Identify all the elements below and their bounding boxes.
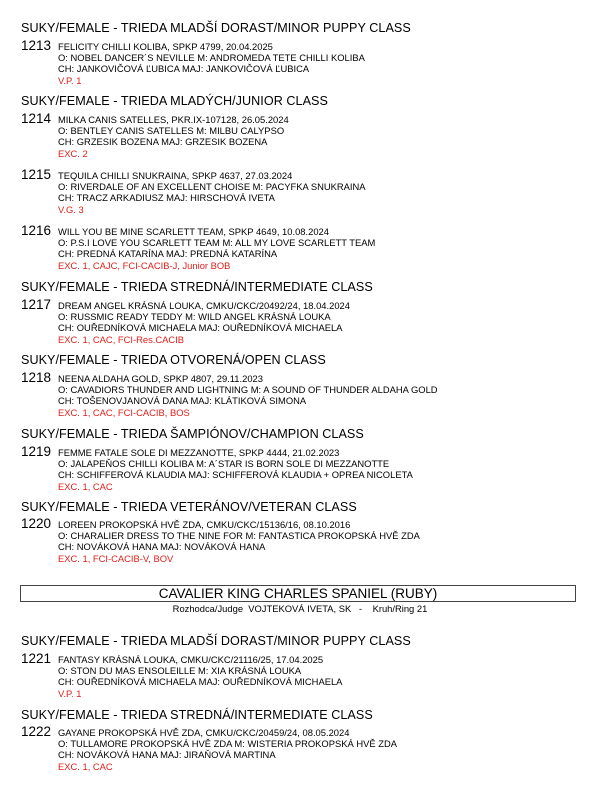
entry-parents: O: P.S.I LOVE YOU SCARLETT TEAM M: ALL MY LOVE SCARLETT TEAM — [58, 237, 376, 248]
entry-dog-info: NEENA ALDAHA GOLD, SPKP 4807, 29.11.2023 — [58, 373, 263, 384]
entry-breeder-owner: CH: TRACZ ARKADIUSZ MAJ: HIRSCHOVÁ IVETA — [58, 192, 275, 203]
entry-parents: O: TULLAMORE PROKOPSKÁ HVĚ ZDA M: WISTERIA PROKOPSKÁ HVĚ ZDA — [58, 738, 397, 749]
entry-breeder-owner: CH: NOVÁKOVÁ HANA MAJ: JIRAŇOVÁ MARTINA — [58, 749, 276, 760]
entry-number: 1220 — [21, 516, 52, 531]
entry-parents: O: CHARALIER DRESS TO THE NINE FOR M: FANTASTICA PROKOPSKÁ HVĚ ZDA — [58, 530, 420, 541]
entry-breeder-owner: CH: PREDNÁ KATARÍNA MAJ: PREDNÁ KATARÍNA — [58, 248, 278, 259]
entry-result: EXC. 1, FCI-CACIB-V, BOV — [58, 553, 174, 564]
entry-breeder-owner: CH: OUŘEDNÍKOVÁ MICHAELA MAJ: OUŘEDNÍKOVÁ MICHAELA — [58, 322, 343, 333]
entry-number: 1215 — [21, 167, 52, 182]
entry-parents: O: JALAPEŇOS CHILLI KOLIBA M: A´STAR IS BORN SOLE DI MEZZANOTTE — [58, 458, 390, 469]
entry-dog-info: FANTASY KRÁSNÁ LOUKA, CMKU/CKC/21116/25, 17.04.2025 — [58, 654, 324, 665]
entry-number: 1218 — [21, 370, 52, 385]
class-header-intermediate: SUKY/FEMALE - TRIEDA STREDNÁ/INTERMEDIATE CLASS — [21, 708, 373, 722]
entry-number: 1222 — [21, 724, 52, 739]
entry-dog-info: FELICITY CHILLI KOLIBA, SPKP 4799, 20.04.2025 — [58, 41, 273, 52]
entry-parents: O: STON DU MAS ENSOLEILLE M: XIA KRÁSNÁ LOUKA — [58, 665, 302, 676]
entry-result: EXC. 1, CAC — [58, 481, 113, 492]
entry-parents: O: NOBEL DANCER´S NEVILLE M: ANDROMEDA TETE CHILLI KOLIBA — [58, 52, 365, 63]
entry-dog-info: WILL YOU BE MINE SCARLETT TEAM, SPKP 4649, 10.08.2024 — [58, 226, 329, 237]
entry-breeder-owner: CH: JANKOVIČOVÁ ĽUBICA MAJ: JANKOVIČOVÁ ĽUBICA — [58, 63, 310, 74]
class-header-champion: SUKY/FEMALE - TRIEDA ŠAMPIÓNOV/CHAMPION CLASS — [21, 427, 364, 441]
entry-breeder-owner: CH: SCHIFFEROVÁ KLAUDIA MAJ: SCHIFFEROVÁ KLAUDIA + OPREA NICOLETA — [58, 469, 413, 480]
entry-result: EXC. 1, CAC, FCI-CACIB, BOS — [58, 407, 190, 418]
entry-dog-info: DREAM ANGEL KRÁSNÁ LOUKA, CMKU/CKC/20492/24, 18.04.2024 — [58, 300, 350, 311]
entry-dog-info: FEMME FATALE SOLE DI MEZZANOTTE, SPKP 4444, 21.02.2023 — [58, 447, 340, 458]
entry-parents: O: RIVERDALE OF AN EXCELLENT CHOISE M: PACYFKA SNUKRAINA — [58, 181, 366, 192]
entry-parents: O: BENTLEY CANIS SATELLES M: MILBU CALYPSO — [58, 125, 285, 136]
breed-title: CAVALIER KING CHARLES SPANIEL (RUBY) — [20, 585, 576, 602]
entry-result: EXC. 2 — [58, 148, 88, 159]
entry-number: 1217 — [21, 297, 52, 312]
entry-number: 1219 — [21, 444, 52, 459]
entry-number: 1213 — [21, 38, 52, 53]
entry-dog-info: MILKA CANIS SATELLES, PKR.IX-107128, 26.05.2024 — [58, 114, 289, 125]
entry-breeder-owner: CH: OUŘEDNÍKOVÁ MICHAELA MAJ: OUŘEDNÍKOVÁ MICHAELA — [58, 676, 343, 687]
entry-parents: O: RUSSMIC READY TEDDY M: WILD ANGEL KRÁSNÁ LOUKA — [58, 311, 331, 322]
entry-result: EXC. 1, CAC — [58, 761, 113, 772]
entry-result: V.G. 3 — [58, 204, 84, 215]
entry-number: 1221 — [21, 651, 52, 666]
class-header-intermediate: SUKY/FEMALE - TRIEDA STREDNÁ/INTERMEDIATE CLASS — [21, 280, 373, 294]
entry-breeder-owner: CH: TOŠENOVJANOVÁ DANA MAJ: KLÁTIKOVÁ SIMONA — [58, 395, 307, 406]
entry-result: V.P. 1 — [58, 75, 82, 86]
class-header-veteran: SUKY/FEMALE - TRIEDA VETERÁNOV/VETERAN CLASS — [21, 500, 357, 514]
entry-parents: O: CAVADIORS THUNDER AND LIGHTNING M: A SOUND OF THUNDER ALDAHA GOLD — [58, 384, 438, 395]
entry-result: EXC. 1, CAJC, FCI-CACIB-J, Junior BOB — [58, 260, 231, 271]
entry-dog-info: TEQUILA CHILLI SNUKRAINA, SPKP 4637, 27.03.2024 — [58, 170, 293, 181]
entry-result: V.P. 1 — [58, 688, 82, 699]
entry-breeder-owner: CH: NOVÁKOVÁ HANA MAJ: NOVÁKOVÁ HANA — [58, 541, 266, 552]
judge-ring-info: Rozhodca/Judge VOJTEKOVÁ IVETA, SK - Kruh/Ring 21 — [172, 603, 428, 614]
entry-number: 1216 — [21, 223, 52, 238]
class-header-minor-puppy: SUKY/FEMALE - TRIEDA MLADŠÍ DORAST/MINOR PUPPY CLASS — [21, 21, 411, 35]
entry-dog-info: GAYANE PROKOPSKÁ HVĚ ZDA, CMKU/CKC/20459/24, 08.05.2024 — [58, 727, 350, 738]
class-header-open: SUKY/FEMALE - TRIEDA OTVORENÁ/OPEN CLASS — [21, 353, 326, 367]
entry-dog-info: LOREEN PROKOPSKÁ HVĚ ZDA, CMKU/CKC/15136/16, 08.10.2016 — [58, 519, 351, 530]
class-header-junior: SUKY/FEMALE - TRIEDA MLADÝCH/JUNIOR CLASS — [21, 94, 328, 108]
class-header-minor-puppy: SUKY/FEMALE - TRIEDA MLADŠÍ DORAST/MINOR PUPPY CLASS — [21, 634, 411, 648]
entry-number: 1214 — [21, 111, 52, 126]
entry-breeder-owner: CH: GRZESIK BOZENA MAJ: GRZESIK BOZENA — [58, 136, 268, 147]
entry-result: EXC. 1, CAC, FCI-Res.CACIB — [58, 334, 185, 345]
